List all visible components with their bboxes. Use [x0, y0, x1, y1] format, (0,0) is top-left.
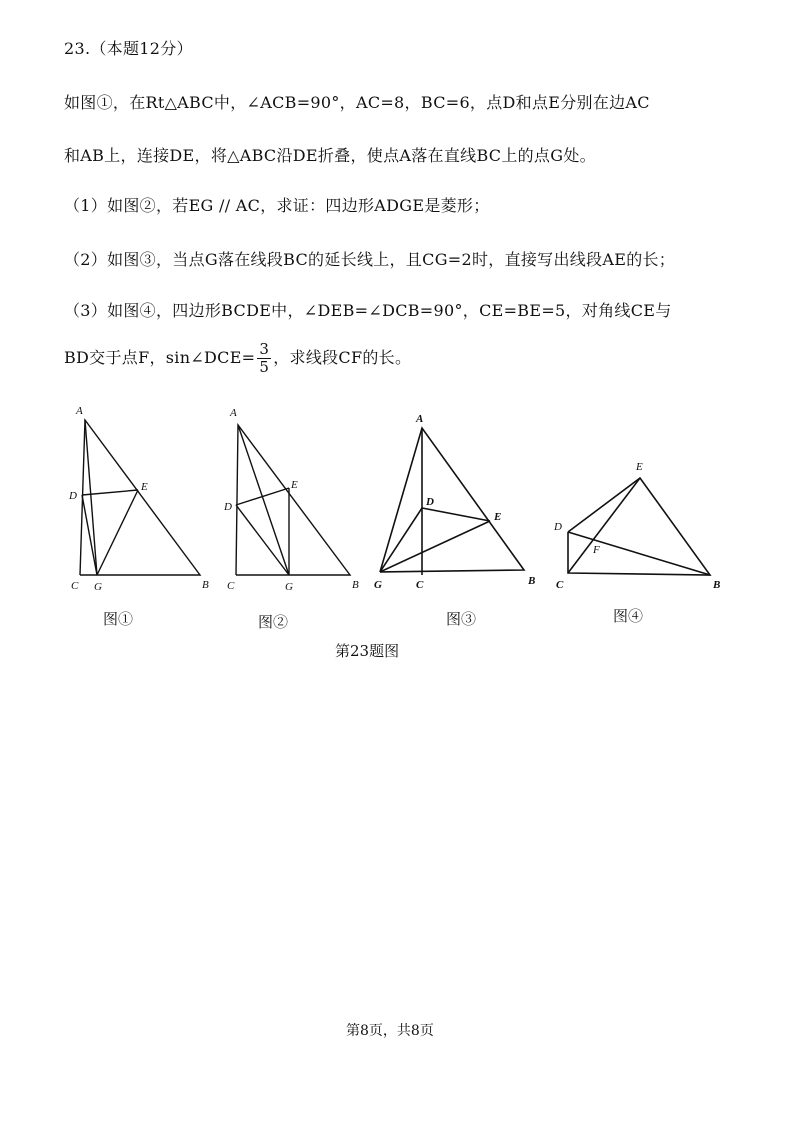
fig2-label-g: G [285, 581, 293, 593]
fig4-label-f: F [593, 544, 600, 556]
fig1-label-a: A [76, 405, 83, 417]
fig4-label-c: C [556, 579, 564, 591]
fig3-label-e: E [494, 511, 502, 523]
part3-text-post: ，求线段CF的长。 [273, 348, 412, 367]
part3-text-pre: BD交于点F，sin∠DCE= [64, 348, 256, 367]
question-part3-line1: （3）如图④，四边形BCDE中，∠DEB=∠DCB=90°，CE=BE=5，对角线CE与 [64, 301, 672, 320]
fig3-label-d: D [426, 496, 434, 508]
question-stem-line1: 如图①，在Rt△ABC中，∠ACB=90°，AC=8，BC=6，点D和点E分别在边AC [64, 93, 650, 112]
fig2-caption: 图② [258, 613, 289, 631]
question-part2: （2）如图③，当点G落在线段BC的延长线上，且CG=2时，直接写出线段AE的长； [64, 250, 676, 269]
fig3-label-g: G [374, 579, 382, 591]
figure-4 [553, 461, 720, 591]
fig3-label-c: C [416, 579, 424, 591]
figure-group-caption: 第23题图 [335, 642, 400, 660]
fig2-label-b: B [352, 579, 359, 591]
fig4-label-b: B [713, 579, 721, 591]
fig3-caption: 图③ [446, 610, 477, 628]
fig1-label-g: G [94, 581, 102, 593]
question-header: 23.（本题12分） [64, 39, 193, 58]
fraction-numerator: 3 [259, 340, 270, 358]
figure-2 [223, 407, 359, 593]
fig2-label-e: E [291, 479, 298, 491]
fig1-label-c: C [71, 580, 79, 592]
fig2-label-c: C [227, 580, 235, 592]
fig2-label-a: A [230, 407, 237, 419]
fig1-caption: 图① [103, 610, 134, 628]
figure-1 [68, 405, 209, 593]
fig4-label-d: D [554, 521, 562, 533]
fraction-denominator: 5 [259, 358, 270, 376]
fig1-label-e: E [141, 481, 148, 493]
fig2-label-d: D [224, 501, 232, 513]
fig4-label-e: E [636, 461, 643, 473]
figure-3 [374, 413, 535, 591]
question-part1: （1）如图②，若EG // AC，求证：四边形ADGE是菱形； [64, 196, 490, 215]
fig1-label-b: B [202, 579, 209, 591]
page-footer: 第8页，共8页 [346, 1023, 434, 1039]
question-stem-line2: 和AB上，连接DE，将△ABC沿DE折叠，使点A落在直线BC上的点G处。 [64, 146, 596, 165]
fig3-label-b: B [528, 575, 536, 587]
fig3-label-a: A [416, 413, 424, 425]
fig4-caption: 图④ [613, 607, 644, 625]
fig1-label-d: D [69, 490, 77, 502]
